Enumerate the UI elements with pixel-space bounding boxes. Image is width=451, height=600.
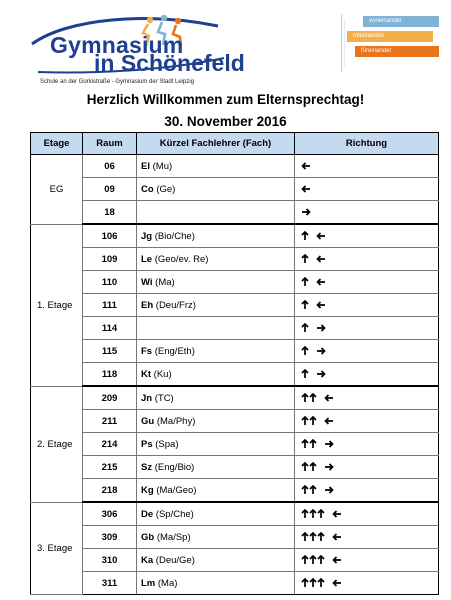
arrow-up-icon xyxy=(309,416,317,427)
fachlehrer-cell xyxy=(137,479,295,503)
richtung-cell xyxy=(295,294,439,317)
arrow-up-icon xyxy=(301,509,309,520)
motto-tag: füreinander xyxy=(355,46,439,57)
arrow-up-icon xyxy=(309,555,317,566)
kuerzel: Sz xyxy=(141,461,153,473)
raum-cell: 309 xyxy=(83,526,137,549)
raum-cell: 310 xyxy=(83,549,137,572)
table-row xyxy=(31,456,439,479)
kuerzel: El xyxy=(141,160,150,172)
kuerzel: Gu xyxy=(141,415,155,427)
richtung-cell xyxy=(295,201,439,225)
fachlehrer-cell xyxy=(137,456,295,479)
motto-tag: miteinander xyxy=(347,31,433,42)
arrow-left-icon xyxy=(332,509,342,520)
motto-tag: voneinander xyxy=(363,16,439,27)
table-row xyxy=(31,526,439,549)
table-row xyxy=(31,363,439,387)
date-heading: 30. November 2016 xyxy=(164,114,287,129)
arrow-up-icon xyxy=(309,393,317,404)
motto-logo xyxy=(333,12,441,74)
richtung-cell xyxy=(295,178,439,201)
raum-cell: 209 xyxy=(83,386,137,410)
fach: (Spa) xyxy=(155,438,179,450)
richtung-cell xyxy=(295,549,439,572)
arrow-up-icon xyxy=(301,393,309,404)
arrow-left-icon xyxy=(316,254,326,265)
arrow-up-icon xyxy=(309,532,317,543)
fachlehrer-cell xyxy=(137,340,295,363)
etage-cell: 1. Etage xyxy=(31,224,83,386)
raum-cell: 218 xyxy=(83,479,137,503)
header-fachlehrer: Kürzel Fachlehrer (Fach) xyxy=(137,133,295,155)
fach: (Ku) xyxy=(153,368,172,380)
fachlehrer-cell xyxy=(137,363,295,387)
raum-cell: 110 xyxy=(83,271,137,294)
raum-cell: 211 xyxy=(83,410,137,433)
table-body xyxy=(31,155,439,595)
arrow-right-icon xyxy=(324,462,334,473)
fach: (Sp/Che) xyxy=(155,508,194,520)
arrow-up-icon xyxy=(317,532,325,543)
kuerzel: Jn xyxy=(141,392,153,404)
arrow-up-icon xyxy=(301,462,309,473)
fach: (Ma) xyxy=(155,276,175,288)
motto-dots-icon xyxy=(333,14,347,72)
arrow-up-icon xyxy=(309,578,317,589)
raum-cell: 106 xyxy=(83,224,137,248)
kuerzel: Jg xyxy=(141,230,153,242)
kuerzel: Gb xyxy=(141,531,155,543)
richtung-cell xyxy=(295,317,439,340)
raum-cell: 114 xyxy=(83,317,137,340)
raum-cell: 118 xyxy=(83,363,137,387)
kuerzel: Le xyxy=(141,253,153,265)
raum-cell: 18 xyxy=(83,201,137,225)
fach: (Ge) xyxy=(156,183,176,195)
table-row xyxy=(31,502,439,526)
arrow-right-icon xyxy=(316,323,326,334)
school-logo xyxy=(28,14,245,85)
etage-cell: 3. Etage xyxy=(31,502,83,595)
arrow-up-icon xyxy=(301,277,309,288)
richtung-cell xyxy=(295,526,439,549)
arrow-left-icon xyxy=(301,184,311,195)
fach: (Ma/Geo) xyxy=(156,484,197,496)
table-row xyxy=(31,549,439,572)
arrow-up-icon xyxy=(317,578,325,589)
arrow-right-icon xyxy=(316,346,326,357)
arrow-right-icon xyxy=(324,485,334,496)
fachlehrer-cell xyxy=(137,526,295,549)
raum-cell: 06 xyxy=(83,155,137,178)
fach: (Ma/Sp) xyxy=(156,531,191,543)
fachlehrer-cell xyxy=(137,317,295,340)
fachlehrer-cell xyxy=(137,178,295,201)
arrow-up-icon xyxy=(309,439,317,450)
arrow-left-icon xyxy=(324,416,334,427)
table-row xyxy=(31,410,439,433)
fach: (Bio/Che) xyxy=(154,230,195,242)
kuerzel: Ps xyxy=(141,438,153,450)
fach: (Ma/Phy) xyxy=(156,415,196,427)
arrow-up-icon xyxy=(301,300,309,311)
table-row xyxy=(31,386,439,410)
fach: (Mu) xyxy=(152,160,173,172)
arrow-up-icon xyxy=(301,369,309,380)
arrow-up-icon xyxy=(309,509,317,520)
arrow-up-icon xyxy=(301,439,309,450)
raum-cell: 111 xyxy=(83,294,137,317)
richtung-cell xyxy=(295,456,439,479)
richtung-cell xyxy=(295,248,439,271)
fachlehrer-cell xyxy=(137,549,295,572)
richtung-cell xyxy=(295,155,439,178)
richtung-cell xyxy=(295,572,439,595)
header-richtung: Richtung xyxy=(295,133,439,155)
arrow-left-icon xyxy=(316,300,326,311)
table-row xyxy=(31,572,439,595)
table-row xyxy=(31,178,439,201)
welcome-heading: Herzlich Willkommen zum Elternsprechtag! xyxy=(86,92,365,107)
fachlehrer-cell xyxy=(137,433,295,456)
arrow-right-icon xyxy=(316,369,326,380)
richtung-cell xyxy=(295,340,439,363)
kuerzel: De xyxy=(141,508,154,520)
table-row xyxy=(31,271,439,294)
arrow-up-icon xyxy=(317,509,325,520)
arrow-up-icon xyxy=(317,555,325,566)
arrow-left-icon xyxy=(332,555,342,566)
table-row xyxy=(31,224,439,248)
fach: (Eng/Bio) xyxy=(154,461,195,473)
raum-cell: 109 xyxy=(83,248,137,271)
table-row xyxy=(31,155,439,178)
fachlehrer-cell xyxy=(137,502,295,526)
etage-cell: EG xyxy=(31,155,83,225)
fach: (Geo/ev. Re) xyxy=(154,253,209,265)
raum-cell: 311 xyxy=(83,572,137,595)
arrow-right-icon xyxy=(324,439,334,450)
raum-cell: 214 xyxy=(83,433,137,456)
arrow-left-icon xyxy=(316,277,326,288)
arrow-left-icon xyxy=(316,231,326,242)
richtung-cell xyxy=(295,410,439,433)
kuerzel: Lm xyxy=(141,577,156,589)
logo-title-line2: in Schönefeld xyxy=(94,50,245,76)
arrow-left-icon xyxy=(324,393,334,404)
arrow-right-icon xyxy=(301,207,311,218)
richtung-cell xyxy=(295,502,439,526)
header-etage: Etage xyxy=(31,133,83,155)
raum-cell: 215 xyxy=(83,456,137,479)
arrow-up-icon xyxy=(301,231,309,242)
fach: (Deu/Frz) xyxy=(155,299,196,311)
fachlehrer-cell xyxy=(137,224,295,248)
richtung-cell xyxy=(295,479,439,503)
fachlehrer-cell xyxy=(137,201,295,225)
logo-title-line1: Gymnasium xyxy=(50,32,184,58)
arrow-up-icon xyxy=(301,485,309,496)
arrow-up-icon xyxy=(301,532,309,543)
richtung-cell xyxy=(295,386,439,410)
fachlehrer-cell xyxy=(137,410,295,433)
fachlehrer-cell xyxy=(137,386,295,410)
fachlehrer-cell xyxy=(137,271,295,294)
arrow-left-icon xyxy=(301,161,311,172)
table-row xyxy=(31,433,439,456)
richtung-cell xyxy=(295,433,439,456)
table-header-row xyxy=(31,133,439,155)
table-row xyxy=(31,294,439,317)
richtung-cell xyxy=(295,271,439,294)
table-row xyxy=(31,479,439,503)
arrow-up-icon xyxy=(301,346,309,357)
raum-cell: 09 xyxy=(83,178,137,201)
arrow-up-icon xyxy=(301,323,309,334)
arrow-up-icon xyxy=(301,254,309,265)
kuerzel: Eh xyxy=(141,299,154,311)
table-row xyxy=(31,340,439,363)
kuerzel: Fs xyxy=(141,345,153,357)
arrow-up-icon xyxy=(301,416,309,427)
fachlehrer-cell xyxy=(137,248,295,271)
table-row xyxy=(31,248,439,271)
logo-subtitle: Schule an der Gorkistraße - Gymnasium der Stadt Leipzig xyxy=(40,79,195,85)
fach: (TC) xyxy=(154,392,174,404)
arrow-left-icon xyxy=(332,532,342,543)
fach: (Eng/Eth) xyxy=(154,345,195,357)
arrow-left-icon xyxy=(332,578,342,589)
table-row xyxy=(31,201,439,225)
header-raum: Raum xyxy=(83,133,137,155)
arrow-up-icon xyxy=(309,462,317,473)
kuerzel: Kg xyxy=(141,484,154,496)
arrow-up-icon xyxy=(301,555,309,566)
kuerzel: Ka xyxy=(141,554,154,566)
fach: (Deu/Ge) xyxy=(155,554,195,566)
table-row xyxy=(31,317,439,340)
raum-cell: 306 xyxy=(83,502,137,526)
kuerzel: Co xyxy=(141,183,154,195)
kuerzel: Wi xyxy=(141,276,153,288)
richtung-cell xyxy=(295,363,439,387)
arrow-up-icon xyxy=(309,485,317,496)
raum-cell: 115 xyxy=(83,340,137,363)
etage-cell: 2. Etage xyxy=(31,386,83,502)
kuerzel: Kt xyxy=(141,368,152,380)
arrow-up-icon xyxy=(301,578,309,589)
fachlehrer-cell xyxy=(137,155,295,178)
fachlehrer-cell xyxy=(137,572,295,595)
fach: (Ma) xyxy=(157,577,178,589)
fachlehrer-cell xyxy=(137,294,295,317)
richtung-cell xyxy=(295,224,439,248)
room-table xyxy=(30,132,439,595)
